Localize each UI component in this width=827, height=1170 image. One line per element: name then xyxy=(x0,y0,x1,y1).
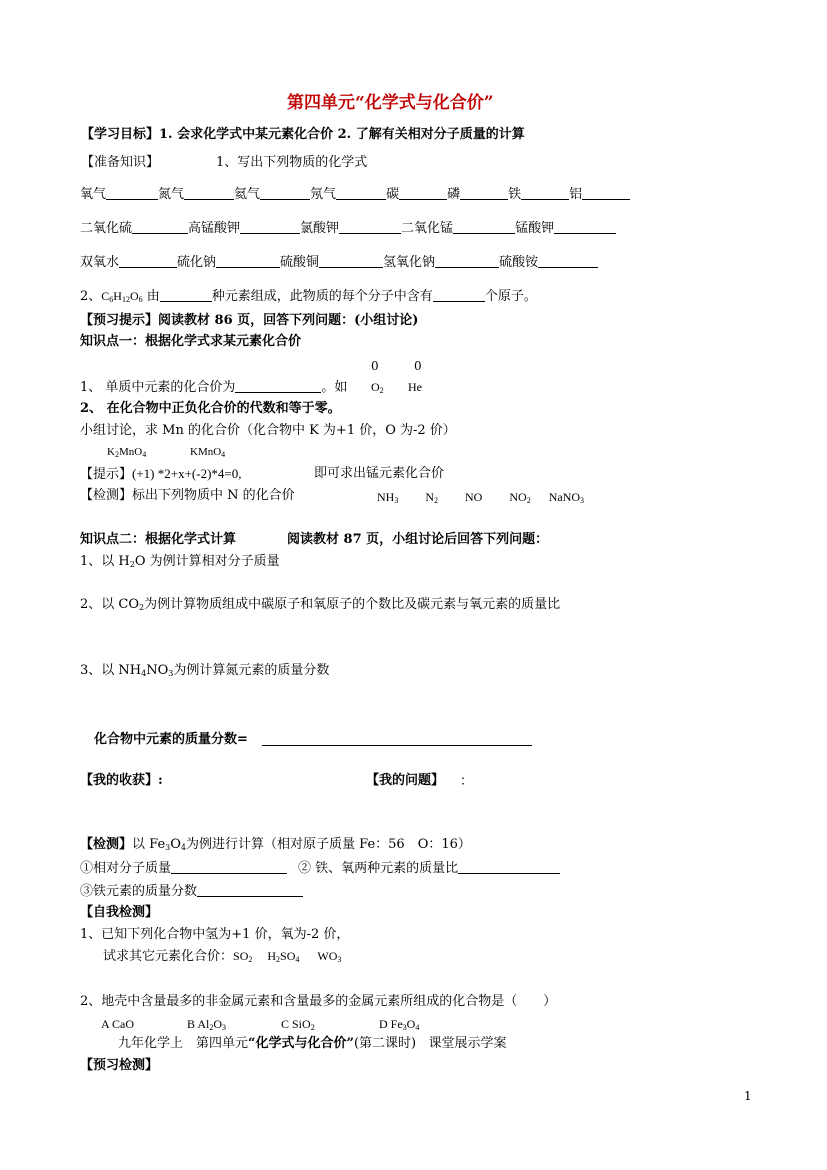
option-c[interactable]: C SiO$_2$ xyxy=(281,1017,315,1032)
prep-question-2 xyxy=(80,289,537,304)
row3-item: 硫化钠 xyxy=(177,255,217,270)
self-check-q1b: 试求其它元素化合价：$SO_2$ $H_2SO_4$ $WO_3$ xyxy=(103,949,342,964)
formula-row-3 xyxy=(80,255,598,269)
page-number: 1 xyxy=(744,1089,752,1103)
formula: NaNO$_3$ xyxy=(548,490,585,505)
check-item-2: ② 铁、氧两种元素的质量比 xyxy=(298,861,560,875)
prep-question-1: 1、写出下列物质的化学式 xyxy=(216,155,368,170)
formula-row-1 xyxy=(80,187,630,201)
answer-blank[interactable] xyxy=(399,187,447,200)
self-check-label: 【自我检测】 xyxy=(80,905,159,920)
kp1-item-1: 1、 单质中元素的化合价为 。如 xyxy=(80,380,348,395)
my-gains: 【我的收获】: xyxy=(80,773,163,788)
question-text: 种元素组成，此物质的每个分子中含有 xyxy=(211,289,433,304)
answer-blank[interactable] xyxy=(460,187,508,200)
row2-item: 锰酸钾 xyxy=(515,221,555,236)
mass-fraction-formula: 化合物中元素的质量分数= xyxy=(94,732,248,747)
answer-blank[interactable] xyxy=(171,861,287,874)
row3-item: 双氧水 xyxy=(80,255,120,270)
formula: $N_2$ xyxy=(425,490,439,505)
self-check-q2: 2、地壳中含量最多的非金属元素和含量最多的金属元素所组成的化合物是（ ） xyxy=(80,994,557,1009)
preview-hint: 【预习提示】阅读教材 86 页，回答下列问题：(小组讨论) xyxy=(80,313,419,328)
option-d[interactable]: D $Fe_3O_4$ xyxy=(379,1017,420,1032)
row2-item: 二氧化硫 xyxy=(80,221,133,236)
answer-blank[interactable] xyxy=(554,221,616,234)
kp2-question-3: 3、以 $NH_4NO_3$为例计算氮元素的质量分数 xyxy=(80,663,330,678)
learning-goal xyxy=(81,128,525,141)
lesson-title: 九年化学上 第四单元“化学式与化合价”(第二课时) 课堂展示学案 xyxy=(118,1036,507,1051)
my-questions: 【我的问题】 xyxy=(366,773,445,788)
row1-item: 铁 xyxy=(508,187,522,202)
answer-blank[interactable] xyxy=(453,221,515,234)
row2-item: 二氧化锰 xyxy=(401,221,454,236)
answer-blank[interactable] xyxy=(132,221,188,234)
row1-item: 氖气 xyxy=(310,187,337,202)
answer-blank[interactable] xyxy=(119,255,177,268)
answer-blank[interactable] xyxy=(260,187,310,200)
row1-item: 氦气 xyxy=(234,187,261,202)
he-formula: He xyxy=(408,380,422,394)
question-number: 2、 xyxy=(80,289,102,304)
glucose-formula: $C_6H_{12}O_6$ xyxy=(101,289,143,304)
row1-item: 氮气 xyxy=(158,187,185,202)
check-item-3: ③铁元素的质量分数 xyxy=(80,884,303,898)
group-discussion: 小组讨论，求 Mn 的化合价（化合物中 K 为+1 价，O 为-2 价） xyxy=(80,423,456,438)
valence-o: 0 xyxy=(371,359,379,373)
row1-item: 碳 xyxy=(386,187,400,202)
row1-item: 氧气 xyxy=(80,187,107,202)
page-title: 第四单元“化学式与化合价” xyxy=(287,93,494,113)
learning-goal-text: 1. 会求化学式中某元素化合价 2. 了解有关相对分子质量的计算 xyxy=(159,127,525,142)
knowledge-point-2-heading-2: 阅读教材 87 页，小组讨论后回答下列问题： xyxy=(287,532,549,547)
hint-tail: 即可求出锰元素化合价 xyxy=(314,466,445,481)
k2mno4-formula: $K_2MnO_4$ xyxy=(107,446,147,459)
learning-goal-label: 【学习目标】 xyxy=(81,127,160,142)
check-item-1: ①相对分子质量 xyxy=(80,861,287,875)
option-b[interactable]: B $Al_2O_3$ xyxy=(187,1017,227,1032)
question-text: 由 xyxy=(146,289,160,304)
row1-item: 铝 xyxy=(569,187,583,202)
answer-blank[interactable] xyxy=(262,745,532,746)
knowledge-point-1-heading: 知识点一：根据化学式求某元素化合价 xyxy=(80,334,302,349)
question-text: 个原子。 xyxy=(484,289,537,304)
formula: $NH_3$ xyxy=(377,490,399,505)
answer-blank[interactable] xyxy=(160,289,212,302)
kp1-item-2: 2、 在化合物中正负化合价的代数和等于零。 xyxy=(80,401,341,416)
check-formulas xyxy=(377,491,584,505)
formula: $SO_2$ xyxy=(233,949,253,964)
formula: $H_2SO_4$ xyxy=(267,949,300,964)
prep-label: 【准备知识】 xyxy=(81,155,160,170)
preview-check-label: 【预习检测】 xyxy=(80,1058,159,1073)
row3-item: 氢氧化钠 xyxy=(383,255,436,270)
answer-blank[interactable] xyxy=(197,884,303,897)
answer-blank[interactable] xyxy=(538,255,598,268)
row1-item: 磷 xyxy=(447,187,461,202)
answer-blank[interactable] xyxy=(336,187,386,200)
answer-blank[interactable] xyxy=(582,187,630,200)
kp2-question-1: 1、以 $H_2O$ 为例计算相对分子质量 xyxy=(80,554,280,569)
valence-he: 0 xyxy=(414,359,422,373)
option-a[interactable]: A CaO xyxy=(101,1017,134,1031)
knowledge-point-2-heading: 知识点二：根据化学式计算 xyxy=(80,532,237,547)
answer-blank[interactable] xyxy=(240,221,300,234)
formula: $NO_2$ xyxy=(509,490,531,505)
row3-item: 硫酸铜 xyxy=(280,255,320,270)
answer-blank[interactable] xyxy=(521,187,569,200)
answer-blank[interactable] xyxy=(319,255,383,268)
formula: NO xyxy=(465,490,483,504)
answer-blank[interactable] xyxy=(184,187,234,200)
check-line: 【检测】标出下列物质中 N 的化合价 xyxy=(80,488,295,503)
answer-blank[interactable] xyxy=(435,255,499,268)
formula: $WO_3$ xyxy=(317,949,342,964)
answer-blank[interactable] xyxy=(433,289,485,302)
row2-item: 氯酸钾 xyxy=(300,221,340,236)
answer-blank[interactable] xyxy=(235,380,321,393)
self-check-q1: 1、已知下列化合物中氢为+1 价，氧为-2 价， xyxy=(80,927,350,942)
row2-item: 高锰酸钾 xyxy=(188,221,241,236)
row3-item: 硫酸铵 xyxy=(499,255,539,270)
kp2-question-2: 2、以 $CO_2$为例计算物质组成中碳原子和氧原子的个数比及碳元素与氧元素的质量比 xyxy=(80,597,561,612)
formula-row-2 xyxy=(80,221,616,235)
answer-blank[interactable] xyxy=(458,861,560,874)
my-questions-colon: ： xyxy=(460,774,474,789)
answer-blank[interactable] xyxy=(216,255,280,268)
kmno4-formula: KMnO$_4$ xyxy=(190,446,226,459)
check-fe3o4: 【检测】以 $Fe_3O_4$为例进行计算（相对原子质量 Fe：56 O：16） xyxy=(80,837,471,852)
hint-line: 【提示】(+1) *2+x+(-2)*4=0, xyxy=(80,466,242,482)
o2-formula: $O_2$ xyxy=(371,380,384,395)
answer-blank[interactable] xyxy=(106,187,158,200)
answer-blank[interactable] xyxy=(339,221,401,234)
